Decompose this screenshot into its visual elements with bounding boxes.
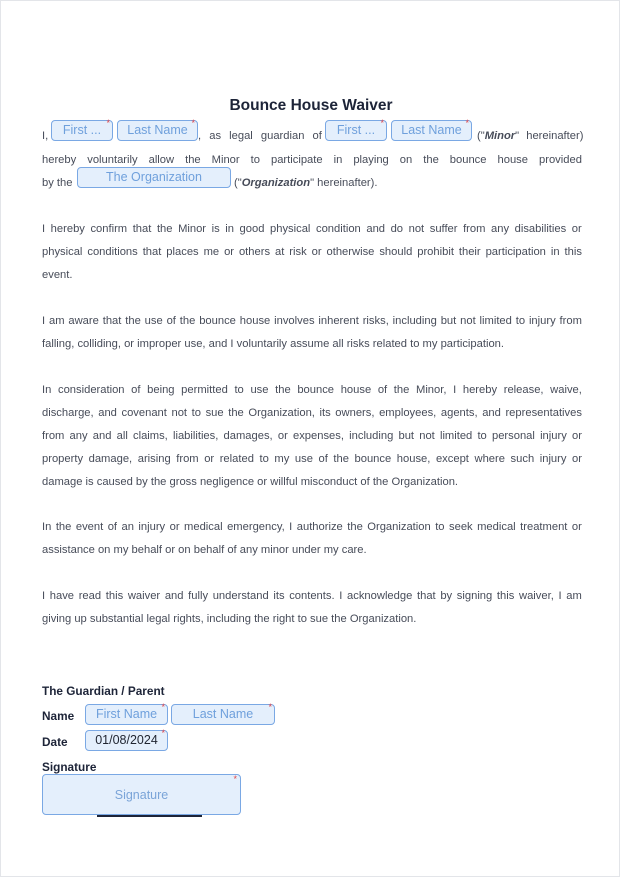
document-title: Bounce House Waiver bbox=[229, 97, 393, 114]
date-field[interactable] bbox=[85, 730, 168, 751]
minor-term-text: ("Minor" hereinafter) bbox=[477, 130, 584, 142]
last-name-field[interactable] bbox=[171, 704, 275, 725]
intro-word: hereby bbox=[42, 154, 77, 166]
guardian-first-name-placeholder: First ... bbox=[62, 123, 102, 137]
paragraph-line: I have read this waiver and fully understand its contents. I acknowledge that by signing this waiver, I am bbox=[42, 590, 582, 602]
paragraph-line: from any and all claims, liabilities, damages, or expenses, including but not limited to personal injury or bbox=[42, 430, 582, 442]
guardian-last-name-field[interactable] bbox=[117, 120, 198, 141]
paragraph-line: discharge, and covenant not to sue the Organization, its owners, employees, agents, and representatives bbox=[42, 407, 582, 419]
intro-word: provided bbox=[539, 154, 582, 166]
intro-word: house bbox=[497, 154, 528, 166]
first-name-field[interactable] bbox=[85, 704, 168, 725]
intro-word: Minor bbox=[211, 154, 240, 166]
signature-underline bbox=[97, 815, 202, 817]
last-name-placeholder: Last Name bbox=[192, 707, 254, 721]
required-mark: * bbox=[161, 728, 165, 738]
guardian-heading: The Guardian / Parent bbox=[42, 684, 165, 698]
required-mark: * bbox=[161, 702, 165, 712]
guardian-first-name-field[interactable] bbox=[51, 120, 113, 141]
name-label: Name bbox=[42, 709, 75, 723]
organization-term: Organization bbox=[241, 177, 311, 189]
intro-word: on bbox=[399, 154, 413, 166]
required-mark: * bbox=[191, 118, 195, 128]
paragraph-line: property damage, arising from or related to my use of the bounce house, except where such injury or bbox=[42, 453, 582, 465]
paragraph-line: In consideration of being permitted to use the bounce house of the Minor, I hereby release, waive, bbox=[42, 384, 582, 396]
intro-word: the bbox=[423, 154, 439, 166]
paragraph-line: physical conditions that places me or others at risk or otherwise should prohibit their participation in this bbox=[42, 246, 582, 258]
required-mark: * bbox=[380, 118, 384, 128]
minor-term: Minor bbox=[484, 130, 516, 142]
signature-field[interactable] bbox=[42, 774, 241, 815]
paragraph-line: giving up substantial legal rights, including the right to sue the Organization. bbox=[42, 613, 417, 625]
signature-placeholder: Signature bbox=[114, 788, 169, 802]
intro-line-2 bbox=[42, 154, 582, 166]
paragraph-line: I am aware that the use of the bounce house involves inherent risks, including but not limited to injury from bbox=[42, 315, 582, 327]
paragraph-line: event. bbox=[42, 269, 73, 281]
intro-word: voluntarily bbox=[87, 154, 138, 166]
paragraph-line: falling, colliding, or improper use, and I voluntarily assume all risks related to my participation. bbox=[42, 338, 505, 350]
required-mark: * bbox=[233, 774, 237, 784]
intro-word: allow bbox=[148, 154, 175, 166]
paragraph-line: I hereby confirm that the Minor is in good physical condition and do not suffer from any disabilities or bbox=[42, 223, 582, 235]
required-mark: * bbox=[106, 118, 110, 128]
minor-first-name-field[interactable] bbox=[325, 120, 387, 141]
required-mark: * bbox=[465, 118, 469, 128]
minor-last-name-field[interactable] bbox=[391, 120, 472, 141]
paragraph-line: In the event of an injury or medical emergency, I authorize the Organization to seek medical treatment or bbox=[42, 521, 582, 533]
intro-prefix: I, bbox=[42, 130, 49, 142]
date-value: 01/08/2024 bbox=[95, 733, 158, 747]
signature-label: Signature bbox=[42, 760, 97, 774]
intro-word: participate bbox=[270, 154, 323, 166]
minor-last-name-placeholder: Last Name bbox=[401, 123, 462, 137]
required-mark: * bbox=[268, 702, 272, 712]
intro-word: the bbox=[185, 154, 201, 166]
intro-line3-prefix: by the bbox=[42, 177, 73, 189]
intro-mid-text: , as legal guardian of bbox=[198, 130, 322, 142]
organization-term-text: ("Organization" hereinafter). bbox=[234, 177, 378, 189]
first-name-placeholder: First Name bbox=[95, 707, 158, 721]
intro-word: in bbox=[333, 154, 343, 166]
organization-placeholder: The Organization bbox=[106, 170, 202, 184]
intro-word: bounce bbox=[449, 154, 487, 166]
intro-word: to bbox=[250, 154, 260, 166]
paragraph-line: assistance on my behalf or on behalf of any minor under my care. bbox=[42, 544, 367, 556]
paragraph-line: damage is caused by the gross negligence or willful misconduct of the Organization. bbox=[42, 476, 459, 488]
guardian-last-name-placeholder: Last Name bbox=[127, 123, 188, 137]
intro-word: playing bbox=[353, 154, 389, 166]
organization-field[interactable] bbox=[77, 167, 231, 188]
date-label: Date bbox=[42, 735, 68, 749]
minor-first-name-placeholder: First ... bbox=[336, 123, 376, 137]
